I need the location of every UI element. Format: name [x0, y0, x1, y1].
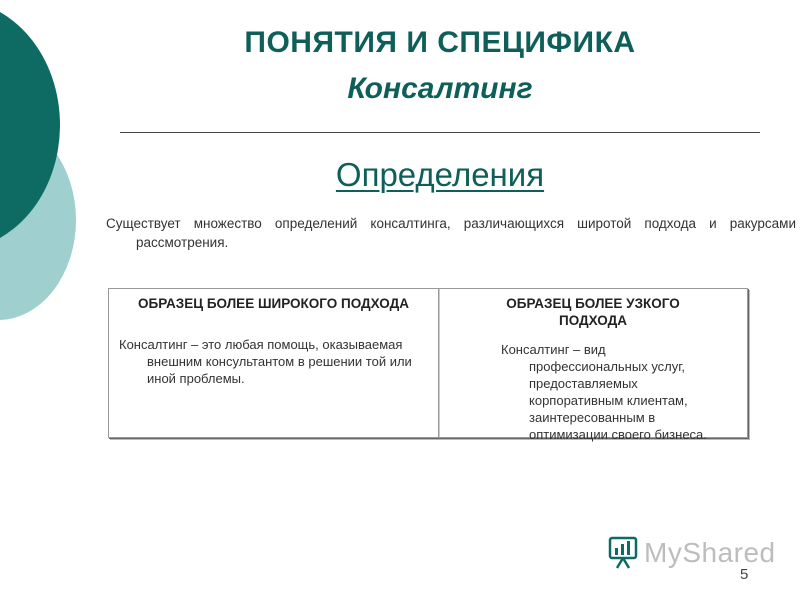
narrow-approach-header: ОБРАЗЕЦ БОЛЕЕ УЗКОГО ПОДХОДА — [506, 296, 680, 328]
divider — [120, 132, 760, 133]
slide-subtitle: Консалтинг — [347, 72, 533, 105]
presentation-board-icon — [608, 536, 638, 570]
page-number: 5 — [740, 566, 749, 583]
myshared-logo — [608, 536, 776, 570]
intro-text: Существует множество определений консалтинга, различающихся широтой подхода и ракурсами рассмотрения. — [106, 216, 796, 250]
broad-approach-header: ОБРАЗЕЦ БОЛЕЕ ШИРОКОГО ПОДХОДА — [138, 296, 409, 311]
broad-approach-column — [109, 289, 439, 437]
section-heading: Определения — [335, 156, 545, 193]
narrow-approach-definition: Консалтинг – вид профессиональных услуг, предоставляемых корпоративным клиентам, заинтересованным в оптимизации своего бизнеса. — [501, 342, 707, 442]
slide-title: ПОНЯТИЯ И СПЕЦИФИКА — [244, 26, 636, 59]
broad-approach-definition: Консалтинг – это любая помощь, оказываемая внешним консультантом в решении той или иной проблемы. — [119, 337, 412, 386]
definitions-table — [108, 288, 748, 442]
myshared-wordmark: MyShared — [644, 537, 776, 568]
narrow-approach-column — [439, 289, 747, 442]
